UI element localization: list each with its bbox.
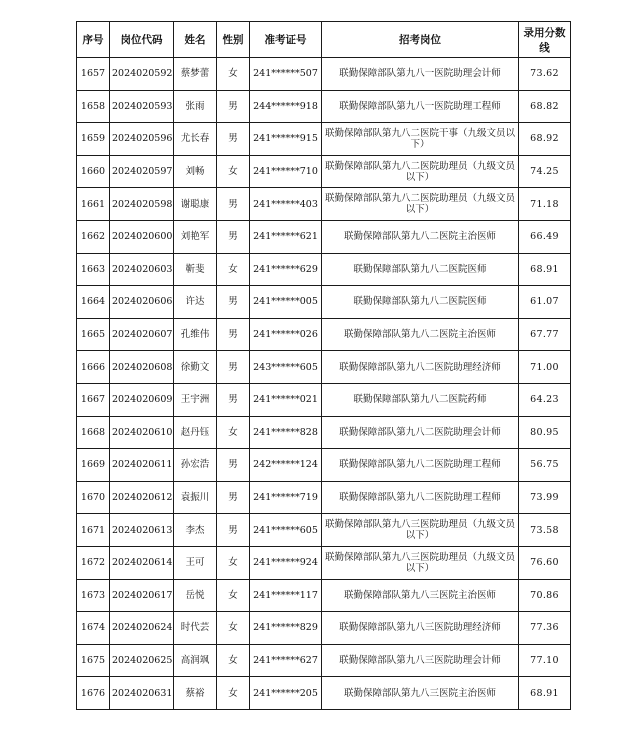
score-cell: 77.36 (519, 612, 571, 645)
name-cell: 王可 (174, 546, 217, 579)
name-cell: 徐勤文 (174, 351, 217, 384)
gender-cell: 男 (217, 90, 250, 123)
ticket-number-cell: 241******829 (250, 612, 322, 645)
post-code-cell: 2024020625 (110, 644, 174, 677)
score-cell: 70.86 (519, 579, 571, 612)
name-cell: 王宇洲 (174, 383, 217, 416)
gender-cell: 男 (217, 286, 250, 319)
post-code-cell: 2024020607 (110, 318, 174, 351)
name-cell: 靳斐 (174, 253, 217, 286)
post-cell: 联勤保障部队第九八二医院医师 (322, 286, 519, 319)
table-row (77, 253, 571, 286)
name-cell: 蔡裕 (174, 677, 217, 710)
score-cell: 68.91 (519, 253, 571, 286)
gender-cell: 男 (217, 318, 250, 351)
gender-cell: 男 (217, 351, 250, 384)
table-row (77, 318, 571, 351)
ticket-number-cell: 241******605 (250, 514, 322, 547)
gender-cell: 女 (217, 155, 250, 188)
post-cell: 联勤保障部队第九八二医院助理工程师 (322, 481, 519, 514)
post-cell: 联勤保障部队第九八三医院助理会计师 (322, 644, 519, 677)
score-cell: 73.99 (519, 481, 571, 514)
seq-cell: 1666 (77, 351, 110, 384)
name-cell: 许达 (174, 286, 217, 319)
table-row (77, 449, 571, 482)
post-code-cell: 2024020600 (110, 220, 174, 253)
gender-cell: 女 (217, 612, 250, 645)
name-cell: 刘畅 (174, 155, 217, 188)
ticket-number-cell: 241******117 (250, 579, 322, 612)
post-cell: 联勤保障部队第九八二医院医师 (322, 253, 519, 286)
name-cell: 李杰 (174, 514, 217, 547)
post-code-cell: 2024020603 (110, 253, 174, 286)
table-row (77, 123, 571, 156)
post-code-cell: 2024020613 (110, 514, 174, 547)
table-row (77, 220, 571, 253)
gender-cell: 女 (217, 644, 250, 677)
seq-cell: 1661 (77, 188, 110, 221)
table-row (77, 286, 571, 319)
score-cell: 76.60 (519, 546, 571, 579)
score-cell: 64.23 (519, 383, 571, 416)
seq-cell: 1667 (77, 383, 110, 416)
header-name: 姓名 (174, 22, 217, 58)
header-gender: 性别 (217, 22, 250, 58)
score-cell: 61.07 (519, 286, 571, 319)
seq-cell: 1670 (77, 481, 110, 514)
post-cell: 联勤保障部队第九八三医院主治医师 (322, 677, 519, 710)
score-cell: 71.00 (519, 351, 571, 384)
post-cell: 联勤保障部队第九八二医院主治医师 (322, 220, 519, 253)
name-cell: 蔡梦蕾 (174, 58, 217, 91)
post-cell: 联勤保障部队第九八二医院药师 (322, 383, 519, 416)
table-row (77, 514, 571, 547)
table-row (77, 677, 571, 710)
seq-cell: 1676 (77, 677, 110, 710)
ticket-number-cell: 241******828 (250, 416, 322, 449)
name-cell: 张雨 (174, 90, 217, 123)
name-cell: 尤长春 (174, 123, 217, 156)
seq-cell: 1660 (77, 155, 110, 188)
gender-cell: 女 (217, 546, 250, 579)
name-cell: 袁振川 (174, 481, 217, 514)
post-cell: 联勤保障部队第九八三医院主治医师 (322, 579, 519, 612)
ticket-number-cell: 241******021 (250, 383, 322, 416)
post-code-cell: 2024020597 (110, 155, 174, 188)
ticket-number-cell: 241******507 (250, 58, 322, 91)
seq-cell: 1663 (77, 253, 110, 286)
post-code-cell: 2024020611 (110, 449, 174, 482)
name-cell: 岳悦 (174, 579, 217, 612)
seq-cell: 1673 (77, 579, 110, 612)
gender-cell: 女 (217, 677, 250, 710)
score-cell: 80.95 (519, 416, 571, 449)
table-row (77, 416, 571, 449)
gender-cell: 女 (217, 416, 250, 449)
score-cell: 71.18 (519, 188, 571, 221)
ticket-number-cell: 241******005 (250, 286, 322, 319)
header-post-code: 岗位代码 (110, 22, 174, 58)
score-cell: 73.62 (519, 58, 571, 91)
seq-cell: 1665 (77, 318, 110, 351)
seq-cell: 1674 (77, 612, 110, 645)
seq-cell: 1657 (77, 58, 110, 91)
post-cell: 联勤保障部队第九八二医院助理工程师 (322, 449, 519, 482)
ticket-number-cell: 241******627 (250, 644, 322, 677)
ticket-number-cell: 241******710 (250, 155, 322, 188)
ticket-number-cell: 241******915 (250, 123, 322, 156)
ticket-number-cell: 241******629 (250, 253, 322, 286)
post-cell: 联勤保障部队第九八三医院助理经济师 (322, 612, 519, 645)
score-cell: 77.10 (519, 644, 571, 677)
post-code-cell: 2024020606 (110, 286, 174, 319)
name-cell: 谢聪康 (174, 188, 217, 221)
post-code-cell: 2024020592 (110, 58, 174, 91)
score-cell: 73.58 (519, 514, 571, 547)
score-cell: 56.75 (519, 449, 571, 482)
gender-cell: 男 (217, 188, 250, 221)
ticket-number-cell: 244******918 (250, 90, 322, 123)
seq-cell: 1672 (77, 546, 110, 579)
post-cell: 联勤保障部队第九八二医院助理会计师 (322, 416, 519, 449)
table-row (77, 579, 571, 612)
score-cell: 67.77 (519, 318, 571, 351)
gender-cell: 男 (217, 123, 250, 156)
table-row (77, 383, 571, 416)
seq-cell: 1671 (77, 514, 110, 547)
gender-cell: 男 (217, 383, 250, 416)
post-cell: 联勤保障部队第九八二医院助理员（九级文员以下） (322, 188, 519, 221)
gender-cell: 女 (217, 58, 250, 91)
score-cell: 68.92 (519, 123, 571, 156)
name-cell: 孔维伟 (174, 318, 217, 351)
table-row (77, 155, 571, 188)
header-ticket: 准考证号 (250, 22, 322, 58)
name-cell: 高润飒 (174, 644, 217, 677)
seq-cell: 1675 (77, 644, 110, 677)
score-cell: 74.25 (519, 155, 571, 188)
post-code-cell: 2024020624 (110, 612, 174, 645)
seq-cell: 1668 (77, 416, 110, 449)
post-code-cell: 2024020617 (110, 579, 174, 612)
score-cell: 68.91 (519, 677, 571, 710)
name-cell: 孙宏浩 (174, 449, 217, 482)
gender-cell: 男 (217, 514, 250, 547)
table-header-row (77, 22, 571, 58)
seq-cell: 1662 (77, 220, 110, 253)
post-code-cell: 2024020608 (110, 351, 174, 384)
ticket-number-cell: 241******403 (250, 188, 322, 221)
gender-cell: 男 (217, 449, 250, 482)
gender-cell: 女 (217, 253, 250, 286)
seq-cell: 1664 (77, 286, 110, 319)
post-cell: 联勤保障部队第九八三医院助理员（九级文员以下） (322, 546, 519, 579)
seq-cell: 1669 (77, 449, 110, 482)
post-cell: 联勤保障部队第九八二医院主治医师 (322, 318, 519, 351)
post-code-cell: 2024020609 (110, 383, 174, 416)
name-cell: 赵丹钰 (174, 416, 217, 449)
post-cell: 联勤保障部队第九八二医院助理员（九级文员以下） (322, 155, 519, 188)
gender-cell: 男 (217, 481, 250, 514)
table-row (77, 546, 571, 579)
table-row (77, 351, 571, 384)
post-code-cell: 2024020598 (110, 188, 174, 221)
header-post: 招考岗位 (322, 22, 519, 58)
name-cell: 时代芸 (174, 612, 217, 645)
recruitment-score-table (76, 21, 571, 710)
score-cell: 68.82 (519, 90, 571, 123)
table-row (77, 188, 571, 221)
name-cell: 刘艳军 (174, 220, 217, 253)
post-cell: 联勤保障部队第九八二医院干事（九级文员以下） (322, 123, 519, 156)
seq-cell: 1658 (77, 90, 110, 123)
post-code-cell: 2024020631 (110, 677, 174, 710)
header-seq: 序号 (77, 22, 110, 58)
post-code-cell: 2024020593 (110, 90, 174, 123)
ticket-number-cell: 243******605 (250, 351, 322, 384)
post-cell: 联勤保障部队第九八一医院助理工程师 (322, 90, 519, 123)
post-code-cell: 2024020612 (110, 481, 174, 514)
table-row (77, 481, 571, 514)
table-row (77, 644, 571, 677)
gender-cell: 男 (217, 220, 250, 253)
ticket-number-cell: 241******026 (250, 318, 322, 351)
ticket-number-cell: 241******205 (250, 677, 322, 710)
ticket-number-cell: 241******924 (250, 546, 322, 579)
table-row (77, 612, 571, 645)
table-body (77, 58, 571, 710)
post-cell: 联勤保障部队第九八一医院助理会计师 (322, 58, 519, 91)
seq-cell: 1659 (77, 123, 110, 156)
post-code-cell: 2024020614 (110, 546, 174, 579)
post-code-cell: 2024020610 (110, 416, 174, 449)
ticket-number-cell: 242******124 (250, 449, 322, 482)
post-cell: 联勤保障部队第九八三医院助理员（九级文员以下） (322, 514, 519, 547)
ticket-number-cell: 241******719 (250, 481, 322, 514)
table-row (77, 90, 571, 123)
post-cell: 联勤保障部队第九八二医院助理经济师 (322, 351, 519, 384)
gender-cell: 女 (217, 579, 250, 612)
header-score: 录用分数线 (519, 22, 571, 58)
ticket-number-cell: 241******621 (250, 220, 322, 253)
post-code-cell: 2024020596 (110, 123, 174, 156)
score-cell: 66.49 (519, 220, 571, 253)
table-row (77, 58, 571, 91)
